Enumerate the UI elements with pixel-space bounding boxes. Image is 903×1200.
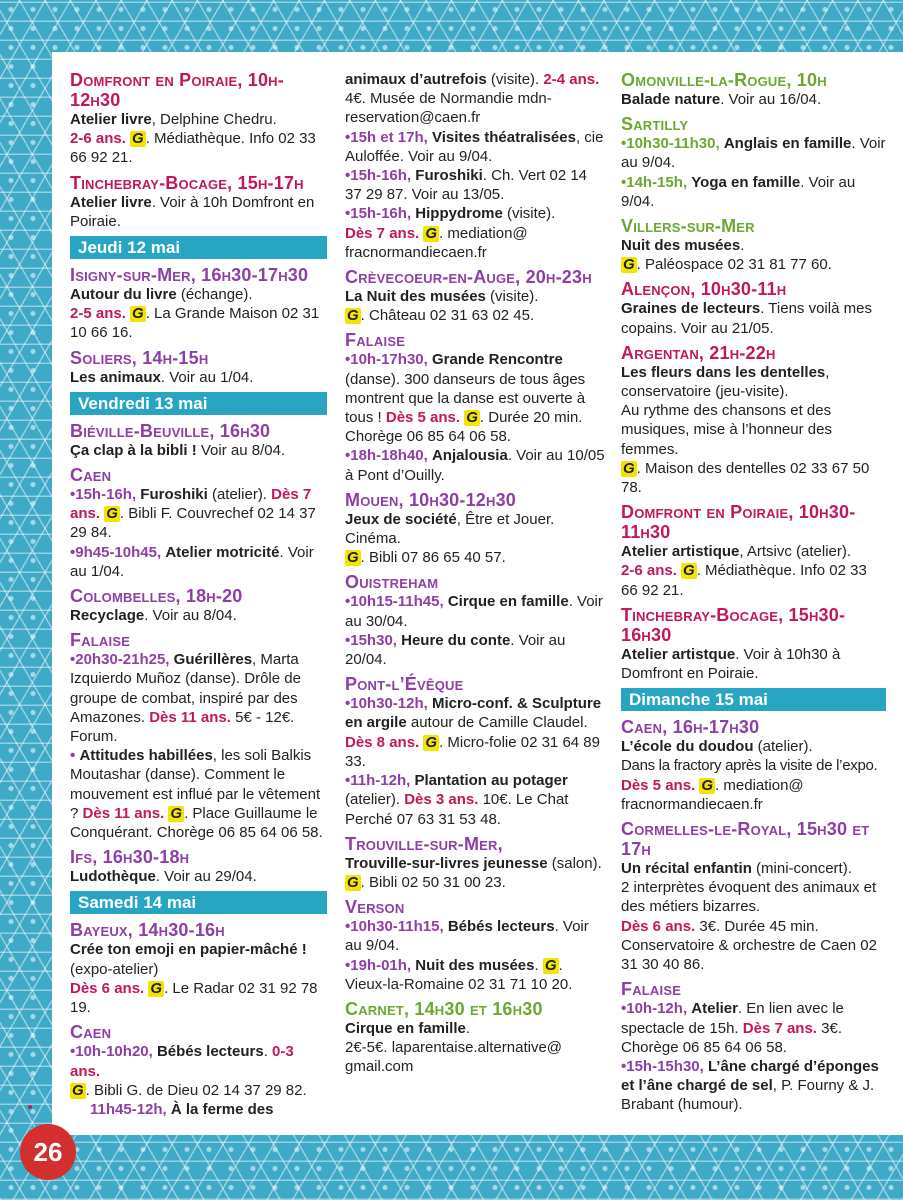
decorative-dot — [28, 1105, 32, 1109]
column-1 — [70, 70, 327, 1124]
free-badge: G — [106, 505, 118, 523]
event-title: Guérillères — [173, 651, 253, 669]
event-title: Atelier livre — [70, 111, 152, 128]
location-heading: Villers-sur-Mer — [621, 216, 755, 237]
event-info: . mediation@ fracnormandiecaen.fr — [345, 224, 528, 261]
event-title: Grande Rencontre — [431, 351, 563, 369]
event-text: (danse). 300 danseurs de tous âges montrent que la danse est ouverte à tous ! — [345, 370, 586, 427]
age-label: 2-6 ans. — [621, 562, 677, 580]
age-label: Dès 7 ans. — [345, 224, 420, 242]
event-info: . Le Radar 02 31 92 78 19. — [70, 979, 318, 1017]
day-header-samedi: Samedi 14 mai — [70, 891, 327, 914]
event-text: . — [534, 956, 539, 974]
age-label: 2-6 ans. — [70, 130, 126, 148]
free-badge: G — [466, 409, 478, 427]
event-info: 2€-5€. laparentaise.alternative@ gmail.com — [345, 1039, 563, 1076]
listing-falaise-1 — [70, 630, 327, 842]
event-time: •19h-01h, — [345, 956, 412, 974]
event-text: (visite). — [502, 205, 556, 223]
event-text: (mini-concert). — [751, 860, 852, 878]
event-title: Anglais en famille — [723, 135, 852, 153]
bullet: • — [70, 747, 76, 765]
event-text: . Voir au 9/04. — [621, 135, 886, 172]
listing-crevecoeur — [345, 267, 606, 325]
day-header-dimanche: Dimanche 15 mai — [621, 688, 886, 711]
location-heading: Domfront en Poiraie, 10h-12h30 — [70, 70, 284, 110]
age-label: Dès 6 ans. — [70, 979, 145, 997]
free-badge: G — [132, 305, 144, 323]
location-heading: Soliers, 14h-15h — [70, 347, 209, 368]
listing-caen-3 — [621, 717, 886, 814]
listing-domfront-2 — [621, 502, 886, 600]
age-label: Dès 5 ans. — [385, 409, 461, 427]
event-title: Autour du livre — [70, 286, 177, 304]
event-title: Cirque en famille — [345, 1019, 466, 1037]
location-heading: Falaise — [70, 630, 131, 651]
free-badge: G — [425, 733, 438, 751]
event-info: . Médiathèque. Info 02 33 66 92 21. — [621, 562, 867, 599]
free-badge: G — [347, 873, 359, 891]
event-info: . Médiathèque. Info 02 33 66 92 21. — [70, 130, 316, 167]
event-text: . Tiens voilà mes copains. Voir au 21/05. — [621, 300, 872, 337]
event-text: (visite). — [486, 71, 540, 88]
event-title: Attitudes habillées — [79, 747, 213, 765]
listing-mouen — [345, 490, 606, 568]
location-heading: Tinchebray-Bocage, 15h30-16h30 — [621, 604, 846, 645]
location-heading: Caen — [70, 465, 112, 486]
event-title: Un récital enfantin — [621, 860, 752, 878]
day-header-jeudi: Jeudi 12 mai — [70, 236, 327, 259]
event-info: . mediation@ fracnormandiecaen.fr — [621, 776, 804, 813]
event-title: Jeux de société — [345, 510, 457, 528]
free-badge: G — [170, 804, 183, 822]
event-text: (salon). — [547, 854, 602, 872]
event-title: Visites théatralisées — [431, 128, 576, 146]
event-info: . Château 02 31 63 02 45. — [360, 307, 535, 325]
listing-alencon — [621, 279, 886, 337]
listing-sartilly — [621, 114, 886, 211]
event-text: . Voir au 9/04. — [621, 173, 856, 210]
event-time: •10h30-11h15, — [345, 918, 444, 936]
column-3 — [621, 70, 886, 1120]
age-label: Dès 5 ans. — [621, 776, 696, 794]
event-title: Ça clap à la bibli ! — [70, 441, 197, 459]
event-title: Plantation au potager — [414, 772, 568, 790]
free-badge: G — [623, 459, 635, 477]
event-title: Balade nature — [621, 91, 721, 108]
event-text: . Voir au 9/04. — [345, 918, 589, 955]
listing-verson — [345, 897, 606, 994]
free-badge: G — [347, 549, 359, 567]
event-time: •15h30, — [345, 631, 397, 649]
column-2 — [345, 70, 606, 1082]
event-text: , Delphine Chedru. — [151, 111, 277, 128]
event-time: •18h-18h40, — [345, 447, 428, 465]
event-title: Les fleurs dans les dentelles — [621, 363, 826, 381]
event-title: Micro-conf. & Sculpture en argile — [345, 695, 602, 732]
event-text: , les soli Balkis Moutashar (danse). Comment le mouvement est influé par le vêtement ? — [70, 747, 321, 822]
listing-bayeux — [70, 920, 327, 1017]
event-title: Recyclage — [70, 607, 145, 625]
event-text: . Voir à 10h Domfront en Poiraie. — [70, 193, 315, 230]
location-heading: Crèvecoeur-en-Auge, 20h-23h — [345, 267, 592, 288]
event-title: Furoshiki — [140, 486, 208, 504]
location-heading: Pont-l’Évêque — [345, 674, 464, 695]
event-title: Heure du conte — [401, 631, 511, 649]
event-time: •15h-16h, — [70, 486, 137, 504]
location-heading: Biéville-Beuville, 16h30 — [70, 420, 271, 441]
event-title: Hippydrome — [415, 205, 503, 223]
event-title: Trouville-sur-livres jeunesse — [345, 854, 548, 872]
event-text: , P. Fourny & J. Brabant (humour). — [621, 1077, 875, 1114]
location-heading: Trouville-sur-Mer, — [345, 833, 503, 854]
event-text: , Marta Izquierdo Muñoz (danse). Drôle de groupe de combat, inspiré par des Amazones. — [70, 651, 301, 726]
event-title: L’école du doudou — [621, 738, 754, 756]
age-label: 0-3 ans. — [70, 1043, 294, 1080]
event-text: . Voir au 16/04. — [720, 91, 822, 108]
event-time: •15h et 17h, — [345, 128, 428, 146]
age-label: Dès 11 ans. — [149, 708, 231, 726]
event-text: . Voir au 20/04. — [345, 631, 566, 669]
event-title: Atelier livre — [70, 193, 152, 211]
event-info: . Micro-folie 02 31 64 89 33. — [345, 733, 600, 770]
event-time: •10h-10h20, — [70, 1043, 153, 1061]
event-text: . — [740, 237, 745, 255]
event-title: Bébés lecteurs — [447, 918, 555, 936]
free-badge: G — [544, 956, 557, 974]
location-heading: Falaise — [345, 330, 406, 351]
event-info: . Bibli G. de Dieu 02 14 37 29 82. — [85, 1081, 307, 1099]
event-text: autour de Camille Claudel. — [406, 714, 588, 732]
event-info: . Bibli F. Couvrechef 02 14 37 29 84. — [70, 505, 316, 542]
location-heading: Bayeux, 14h30-16h — [70, 920, 225, 941]
event-text: . Ch. Vert 02 14 37 29 87. Voir au 13/05. — [345, 167, 588, 204]
location-heading: Caen, 16h-17h30 — [621, 717, 760, 738]
event-text: , Artsivc (atelier). — [739, 543, 852, 561]
event-text: . Voir au 1/04. — [70, 543, 314, 580]
event-description: Dans la fractory après la visite de l’expo. — [621, 757, 878, 775]
event-time: •20h30-21h25, — [70, 651, 170, 669]
event-info: . Maison des dentelles 02 33 67 50 78. — [621, 459, 870, 497]
free-badge: G — [701, 776, 714, 794]
age-label: Dès 6 ans. — [621, 917, 696, 935]
age-label: Dès 7 ans. — [742, 1019, 817, 1037]
location-heading: Isigny-sur-Mer, 16h30-17h30 — [70, 265, 309, 286]
event-time: •9h45-10h45, — [70, 543, 162, 561]
free-badge: G — [72, 1081, 84, 1099]
location-heading: Ouistreham — [345, 572, 439, 593]
listing-soliers — [70, 348, 327, 387]
listing-argentan — [621, 343, 886, 497]
listing-caen-1 — [70, 465, 327, 581]
event-time: •10h-12h, — [621, 1000, 688, 1018]
event-info: . La Grande Maison 02 31 10 66 16. — [70, 305, 320, 342]
event-title: animaux d’autrefois — [345, 71, 487, 88]
event-description: 2 interprètes évoquent des animaux et des métiers bizarres. — [621, 879, 877, 916]
listing-carnet — [345, 999, 606, 1077]
event-title: Anjalousia — [431, 447, 508, 465]
listing-villers — [621, 216, 886, 274]
listing-domfront-1 — [70, 70, 327, 168]
free-badge: G — [347, 307, 359, 325]
event-title: L’âne chargé d’éponges et l’âne chargé de sel — [621, 1057, 879, 1095]
event-time: •10h-17h30, — [345, 351, 428, 369]
location-heading: Caen — [70, 1022, 112, 1043]
day-header-vendredi: Vendredi 13 mai — [70, 392, 327, 415]
event-title: Nuit des musées — [621, 237, 741, 255]
page-number-badge: 26 — [20, 1124, 76, 1180]
event-info: 3€. Durée 45 min. Conservatoire & orchestre de Caen 02 31 30 40 86. — [621, 917, 877, 974]
event-title: La Nuit des musées — [345, 288, 486, 306]
event-time: •15h-16h, — [345, 167, 412, 185]
location-heading: Mouen, 10h30-12h30 — [345, 489, 517, 510]
event-info: . Bibli 02 50 31 00 23. — [360, 873, 506, 891]
event-title: Graines de lecteurs — [621, 300, 761, 318]
page — [52, 52, 903, 1135]
event-text: . — [263, 1043, 268, 1061]
listing-ouistreham — [345, 572, 606, 669]
free-badge: G — [132, 130, 144, 148]
location-heading: Omonville-la-Rogue, 10h — [621, 70, 827, 90]
event-info: 3€. Chorège 06 85 64 06 58. — [621, 1019, 843, 1056]
event-text: , cie Auloffée. Voir au 9/04. — [345, 128, 604, 165]
event-info: . Paléospace 02 31 81 77 60. — [636, 256, 832, 274]
free-badge: G — [623, 256, 635, 274]
event-time: •15h-15h30, — [621, 1057, 704, 1075]
event-text: , conservatoire (jeu-visite). — [621, 363, 830, 401]
location-heading: Alençon, 10h30-11h — [621, 279, 787, 300]
age-label: Dès 3 ans. — [404, 791, 479, 809]
location-heading: Carnet, 14h30 et 16h30 — [345, 998, 543, 1019]
event-text: . Voir au 29/04. — [155, 868, 257, 886]
event-text: (atelier). — [345, 791, 401, 809]
location-heading: Falaise — [621, 979, 682, 1000]
event-title: Nuit des musées — [415, 956, 535, 974]
event-text: (échange). — [176, 286, 253, 304]
listing-tinchebray-1 — [70, 173, 327, 231]
event-info: 5€ - 12€. Forum. — [70, 708, 295, 746]
age-label: Dès 7 ans. — [70, 486, 312, 523]
event-title: Crée ton emoji en papier-mâché ! — [70, 941, 307, 959]
age-label: Dès 11 ans. — [82, 804, 165, 822]
location-heading: Argentan, 21h-22h — [621, 342, 776, 363]
event-text: . Voir au 1/04. — [160, 368, 254, 386]
event-time: •15h-16h, — [345, 205, 412, 223]
free-badge: G — [683, 562, 695, 580]
event-title: Cirque en famille — [447, 593, 569, 611]
listing-caen-2-continued — [345, 70, 606, 262]
event-text: . En lien avec le spectacle de 15h. — [621, 1000, 844, 1037]
listing-omonville — [621, 70, 886, 109]
listing-isigny — [70, 265, 327, 343]
event-time: •10h15-11h45, — [345, 593, 444, 611]
event-title: Furoshiki — [415, 167, 483, 185]
event-title: À la ferme des — [170, 1100, 274, 1118]
age-label: Dès 8 ans. — [345, 733, 420, 751]
listing-bieville — [70, 421, 327, 460]
event-text: (visite). — [485, 288, 539, 306]
location-heading: Cormelles-le-Royal, 15h30 et 17h — [621, 819, 870, 860]
event-text: Voir au 8/04. — [196, 441, 286, 459]
event-title: Bébés lecteurs — [156, 1043, 264, 1061]
listing-falaise-3 — [621, 979, 886, 1114]
free-badge: G — [425, 224, 438, 242]
event-time: •10h30-11h30, — [621, 135, 720, 153]
event-title: Les animaux — [70, 368, 161, 386]
event-info: . Bibli 07 86 65 40 57. — [360, 549, 506, 567]
event-description: Au rythme des chansons et des musiques, mise à l’honneur des femmes. — [621, 402, 832, 458]
event-time: 11h45-12h, — [90, 1100, 167, 1118]
event-text: . — [465, 1019, 471, 1037]
event-text: (expo-atelier) — [70, 960, 159, 978]
listing-falaise-2 — [345, 330, 606, 484]
listing-pont-leveque — [345, 674, 606, 828]
listing-ifs — [70, 847, 327, 886]
event-time: •11h-12h, — [345, 772, 411, 790]
listing-cormelles — [621, 819, 886, 974]
event-title: Atelier motricité — [165, 543, 280, 561]
event-info: . Place Guillaume le Conquérant. Chorège 06 85 64 06 58. — [70, 804, 323, 842]
location-heading: Tinchebray-Bocage, 15h-17h — [70, 172, 304, 193]
event-title: Atelier artistique — [621, 543, 740, 561]
event-info: 4€. Musée de Normandie mdn-reservation@caen.fr — [345, 90, 552, 127]
event-text: . Voir au 10/05 à Pont d’Ouilly. — [345, 447, 605, 484]
listing-tinchebray-2 — [621, 605, 886, 683]
event-time: •14h-15h, — [621, 173, 688, 191]
event-title: Ludothèque — [70, 868, 156, 886]
location-heading: Domfront en Poiraie, 10h30-11h30 — [621, 502, 856, 543]
event-info: . Durée 20 min. Chorège 06 85 64 06 58. — [345, 409, 583, 446]
event-text: . Voir au 30/04. — [345, 593, 603, 630]
free-badge: G — [150, 979, 163, 997]
location-heading: Colombelles, 18h-20 — [70, 586, 243, 607]
listing-colombelles — [70, 586, 327, 625]
location-heading: Sartilly — [621, 114, 689, 135]
event-info: 10€. Le Chat Perché 07 63 31 53 48. — [345, 791, 569, 828]
event-text: (atelier). — [753, 738, 813, 756]
age-label: 2-4 ans. — [543, 71, 600, 88]
event-title: Atelier — [691, 1000, 738, 1018]
event-text: , Être et Jouer. Cinéma. — [345, 510, 555, 548]
event-title: Atelier artistque — [621, 645, 736, 663]
age-label: 2-5 ans. — [70, 305, 126, 323]
listing-caen-2 — [70, 1022, 327, 1119]
event-text: . Voir à 10h30 à Domfront en Poiraie. — [621, 645, 841, 683]
event-title: Yoga en famille — [691, 173, 801, 191]
event-info: . Vieux-la-Romaine 02 31 71 10 20. — [345, 956, 573, 993]
event-text: (atelier). — [207, 486, 267, 504]
listing-trouville — [345, 834, 606, 892]
location-heading: Ifs, 16h30-18h — [70, 847, 190, 868]
location-heading: Verson — [345, 897, 405, 918]
event-time: •10h30-12h, — [345, 695, 428, 713]
event-text: . Voir au 8/04. — [144, 607, 237, 625]
